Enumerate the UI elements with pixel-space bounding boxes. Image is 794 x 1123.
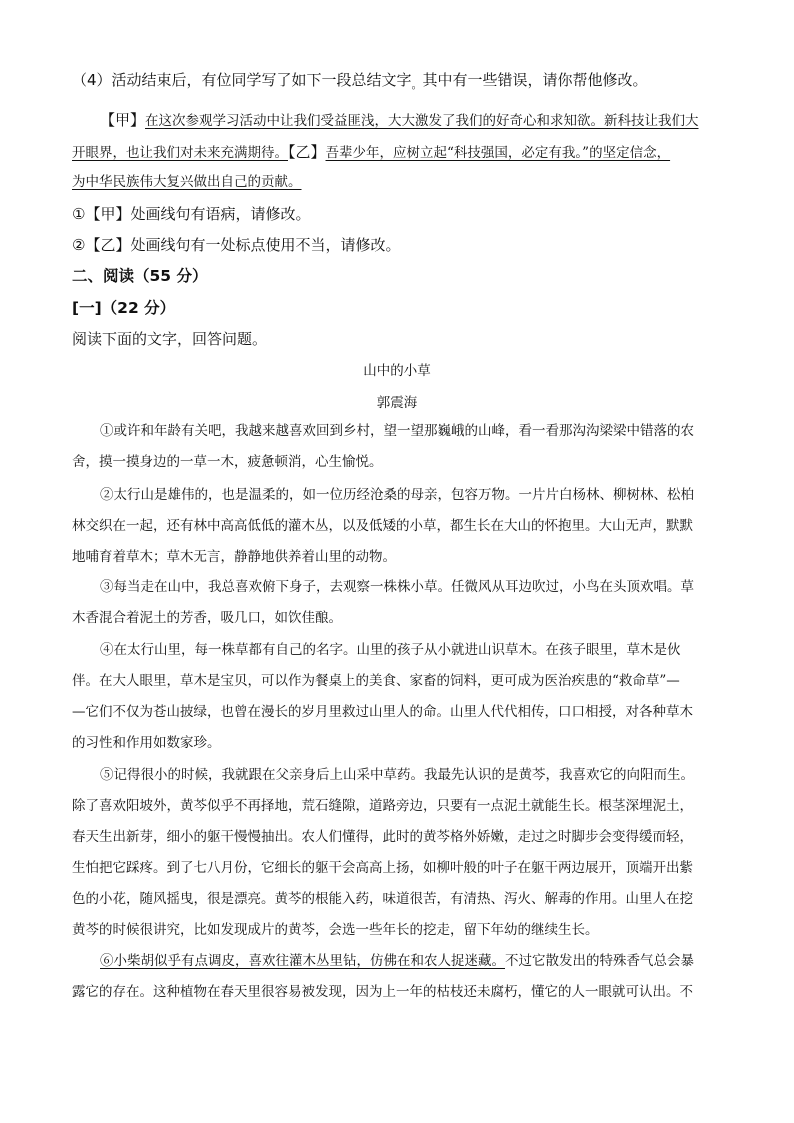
paragraph-2-line-1: ②太行山是雄伟的，也是温柔的，如一位历经沧桑的母亲，包容万物。一片片白杨林、柳树林、松柏 [100, 487, 694, 503]
paragraph-text: ①或许和年龄有关吧，我越来越喜欢回到乡村，望一望那巍峨的山峰，看一看那沟沟梁梁中错落的农 [100, 423, 694, 439]
task4-prompt-mark: 。 [411, 78, 423, 91]
paragraph-5-line-1: ⑤记得很小的时候，我就跟在父亲身后上山采中草药。我最先认识的是黄芩，我喜欢它的向阳而生。 [100, 767, 694, 783]
paragraph-6-line-2: 露它的存在。这种植物在春天里很容易被发现，因为上一年的枯枝还未腐朽，懂它的人一眼就可认出。不 [72, 984, 693, 1000]
paragraph-3-line-2: 木香混合着泥土的芳香，吸几口，如饮佳酿。 [72, 610, 342, 626]
paragraph-2-line-2: 林交织在一起，还有林中高高低低的灌木丛，以及低矮的小草，都生长在大山的怀抱里。大山无声，默默 [72, 518, 693, 534]
passage-line-3 [72, 172, 302, 192]
task4-prompt [72, 70, 648, 92]
passage-line-2 [72, 142, 670, 163]
paragraph-6-line-1 [100, 951, 694, 971]
jia-sentence-part-1: 在这次参观学习活动中让我们受益匪浅，大大激发了我们的好奇心和求知欲。新科技让我们大 [145, 113, 699, 129]
paragraph-5-line-6: 黄芩的时候很讲究，比如发现成片的黄芩，会选一些年长的挖走，留下年幼的继续生长。 [72, 922, 599, 938]
yi-tag: 【乙】 [288, 143, 326, 161]
underlined-sentence: ⑥小柴胡似乎有点调皮，喜欢往灌木丛里钻，仿佛在和农人捉迷藏。 [100, 953, 505, 969]
section-sub-heading: [一]（22 分） [72, 299, 176, 317]
paragraph-4-line-2: 伴。在大人眼里，草木是宝贝，可以作为餐桌上的美食、家畜的饲料，更可成为医治疾患的“救命草”— [72, 673, 680, 689]
question-1: ①【甲】处画线句有语病，请修改。 [72, 205, 311, 223]
paragraph-2-line-3: 地哺育着草木；草木无言，静静地供养着山里的动物。 [72, 549, 396, 565]
paragraph-5-line-4: 生怕把它踩疼。到了七八月份，它细长的躯干会高高上扬，如柳叶般的叶子在躯干两边展开，顶端开出紫 [72, 860, 693, 876]
passage-line-1 [100, 110, 699, 131]
yi-sentence-part-2: 为中华民族伟大复兴做出自己的贡献。 [72, 174, 302, 190]
jia-tag: 【甲】 [100, 111, 146, 129]
yi-sentence-part-1: 吾辈少年，应树立起“科技强国，必定有我。”的坚定信念， [325, 145, 671, 161]
section-heading: 二、阅读（55 分） [72, 267, 208, 285]
task4-prompt-text-b: 其中有一些错误，请你帮他修改。 [422, 71, 648, 89]
paragraph-text: 不过它散发出的特殊香气总会暴 [505, 953, 694, 969]
paragraph-4-line-1: ④在太行山里，每一株草都有自己的名字。山里的孩子从小就进山识草木。在孩子眼里，草木是伙 [100, 642, 681, 658]
paragraph-1-line-2: 舍，摸一摸身边的一草一木，疲惫顿消，心生愉悦。 [72, 454, 383, 470]
paragraph-4-line-3: —它们不仅为苍山披绿，也曾在漫长的岁月里救过山里人的命。山里人代代相传，口口相授，对各种草木 [72, 704, 693, 720]
paragraph-5-line-3: 春天生出新芽，细小的躯干慢慢抽出。农人们懂得，此时的黄芩格外娇嫩，走过之时脚步会变得缓而轻， [72, 829, 693, 845]
paragraph-3-line-1: ③每当走在山中，我总喜欢俯下身子，去观察一株株小草。任微风从耳边吹过，小鸟在头顶欢唱。草 [100, 579, 694, 595]
paragraph-1-line-1 [100, 421, 714, 441]
question-2: ②【乙】处画线句有一处标点使用不当，请修改。 [72, 236, 401, 254]
paragraph-5-line-5: 色的小花，随风摇曳，很是漂亮。黄芩的根能入药，味道很苦，有清热、泻火、解毒的作用。山里人在挖 [72, 891, 693, 907]
article-title: 山中的小草 [363, 363, 431, 379]
reading-instruction: 阅读下面的文字，回答问题。 [72, 330, 268, 348]
jia-sentence-part-2: 开眼界，也让我们对未来充满期待。 [72, 145, 288, 161]
paragraph-5-line-2: 除了喜欢阳坡外，黄芩似乎不再择地，荒石缝隙，道路旁边，只要有一点泥土就能生长。根茎深埋泥土， [72, 798, 693, 814]
task4-prompt-text-a: （4）活动结束后，有位同学写了如下一段总结文字 [72, 71, 412, 89]
paragraph-4-line-4: 的习性和作用如数家珍。 [72, 735, 221, 751]
article-author: 郭震海 [376, 395, 418, 411]
